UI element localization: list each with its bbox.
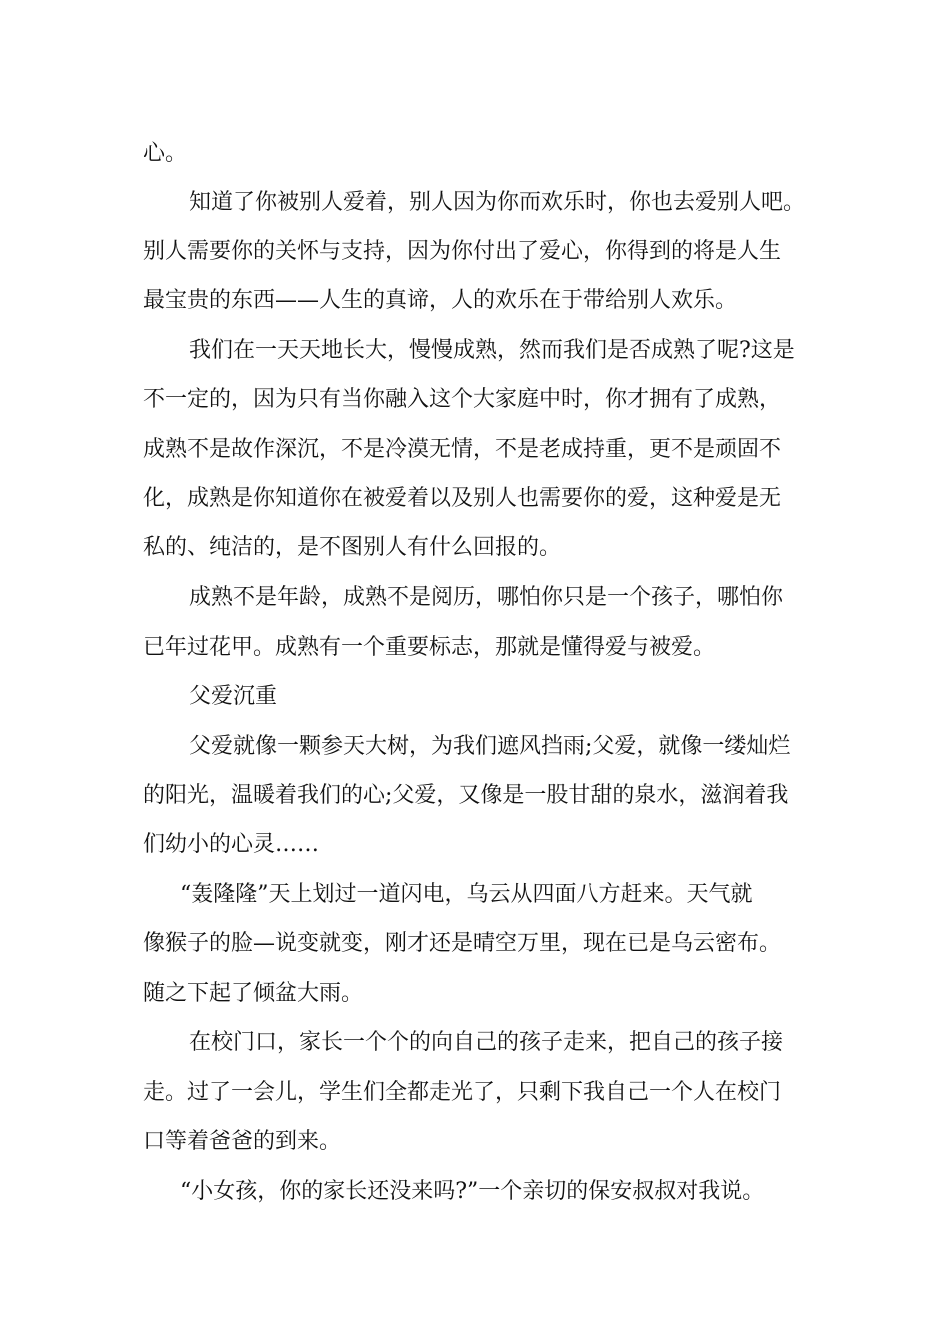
paragraph-first-line: 我们在一天天地长大，慢慢成熟，然而我们是否成熟了呢?这是	[189, 338, 795, 363]
paragraph-first-line: 知道了你被别人爱着，别人因为你而欢乐时，你也去爱别人吧。	[189, 190, 806, 215]
text-line: 已年过花甲。成熟有一个重要标志，那就是懂得爱与被爱。	[143, 635, 716, 660]
text-line: 成熟不是故作深沉，不是冷漠无情，不是老成持重，更不是顽固不	[143, 437, 782, 462]
paragraph-first-line: “小女孩，你的家长还没来吗?”一个亲切的保安叔叔对我说。	[180, 1179, 765, 1204]
paragraph-first-line: 父爱就像一颗参天大树，为我们遮风挡雨;父爱，就像一缕灿烂	[189, 734, 791, 759]
text-line: 私的、纯洁的，是不图别人有什么回报的。	[143, 535, 562, 560]
paragraph-first-line: 成熟不是年龄，成熟不是阅历，哪怕你只是一个孩子，哪怕你	[189, 585, 784, 610]
text-line: 随之下起了倾盆大雨。	[143, 981, 364, 1006]
text-line: 口等着爸爸的到来。	[143, 1129, 342, 1154]
text-line: 的阳光，温暖着我们的心;父爱，又像是一股甘甜的泉水，滋润着我	[143, 783, 789, 808]
text-line: 化，成熟是你知道你在被爱着以及别人也需要你的爱，这种爱是无	[143, 486, 782, 511]
section-heading: 父爱沉重	[189, 684, 278, 709]
text-line: 像猴子的脸—说变就变，刚才还是晴空万里，现在已是乌云密布。	[143, 931, 782, 956]
text-line: 别人需要你的关怀与支持，因为你付出了爱心，你得到的将是人生	[143, 239, 782, 264]
text-line: 不一定的，因为只有当你融入这个大家庭中时，你才拥有了成熟，	[143, 387, 782, 412]
paragraph-first-line: 在校门口，家长一个个的向自己的孩子走来，把自己的孩子接	[189, 1030, 784, 1055]
text-line: 最宝贵的东西——人生的真谛，人的欢乐在于带给别人欢乐。	[143, 288, 738, 313]
text-line: 心。	[143, 141, 188, 166]
text-line: 们幼小的心灵……	[143, 832, 320, 857]
paragraph-first-line: “轰隆隆”天上划过一道闪电，乌云从四面八方赶来。天气就	[180, 882, 753, 907]
text-line: 走。过了一会儿，学生们全都走光了，只剩下我自己一个人在校门	[143, 1080, 782, 1105]
